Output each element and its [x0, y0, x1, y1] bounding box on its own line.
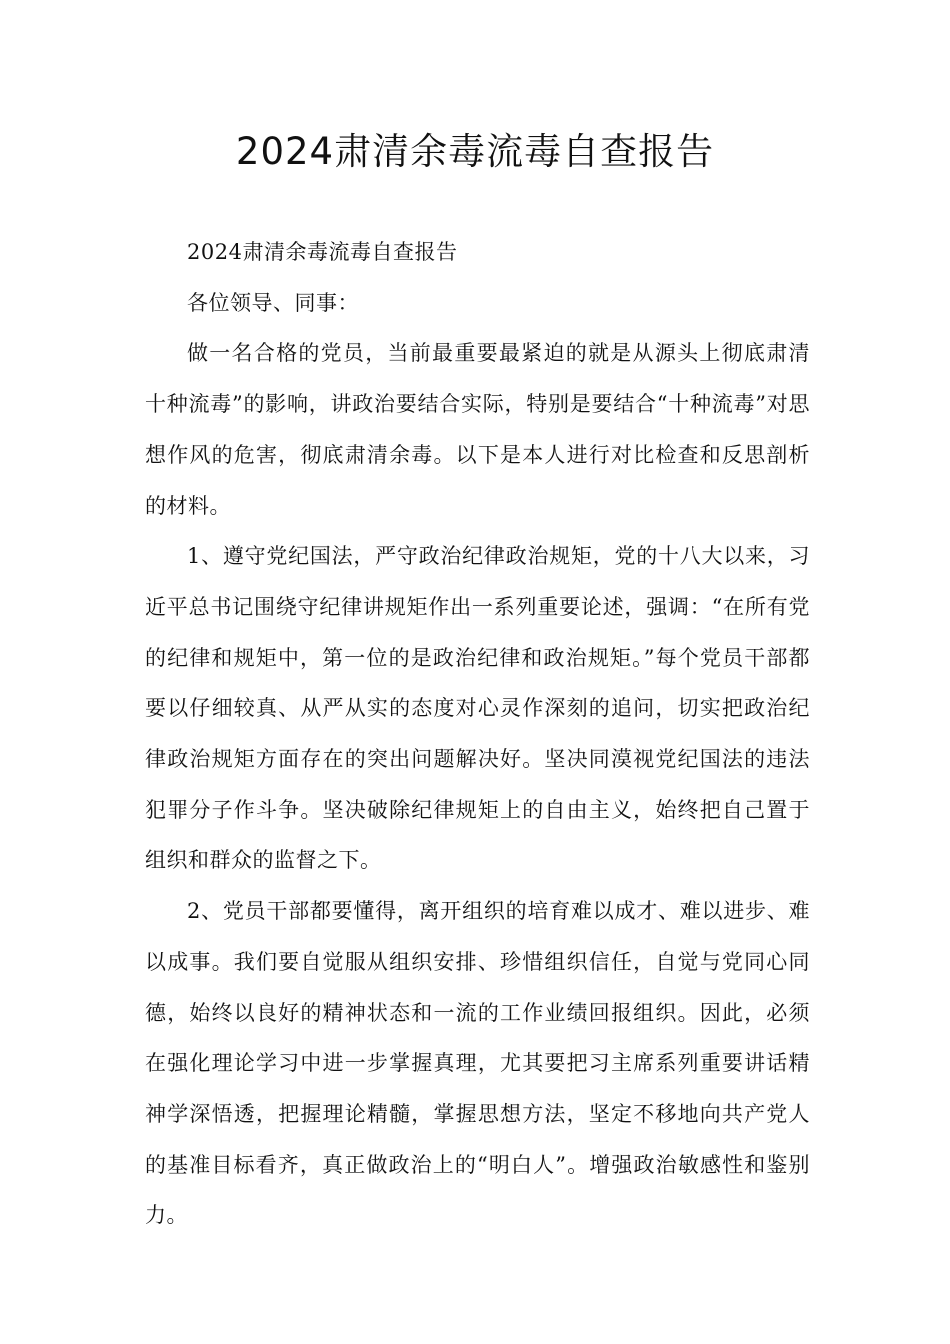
paragraph-point-1: 1、遵守党纪国法，严守政治纪律政治规矩，党的十八大以来，习近平总书记围绕守纪律讲规矩作出一系列重要论述，强调：“在所有党的纪律和规矩中，第一位的是政治纪律和政治规矩。”每个党员干部都要以仔细较真、从严从实的态度对心灵作深刻的追问，切实把政治纪律政治规矩方面存在的突出问题解决好。坚决同漠视党纪国法的违法犯罪分子作斗争。坚决破除纪律规矩上的自由主义，始终把自己置于组织和群众的监督之下。	[145, 544, 810, 873]
document-subtitle: 2024肃清余毒流毒自查报告	[187, 240, 458, 264]
document-body	[145, 227, 810, 1241]
document-title: 2024肃清余毒流毒自查报告	[235, 130, 715, 173]
salutation: 各位领导、同事：	[187, 290, 359, 315]
paragraph-intro: 做一名合格的党员，当前最重要最紧迫的就是从源头上彻底肃清十种流毒”的影响，讲政治要结合实际，特别是要结合“十种流毒”对思想作风的危害，彻底肃清余毒。以下是本人进行对比检查和反思剖析的材料。	[145, 341, 810, 518]
paragraph-point-2: 2、党员干部都要懂得，离开组织的培育难以成才、难以进步、难以成事。我们要自觉服从组织安排、珍惜组织信任，自觉与党同心同德，始终以良好的精神状态和一流的工作业绩回报组织。因此，必须在强化理论学习中进一步掌握真理，尤其要把习主席系列重要讲话精神学深悟透，把握理论精髓，掌握思想方法，坚定不移地向共产党人的基准目标看齐，真正做政治上的“明白人”。增强政治敏感性和鉴别力。	[145, 899, 810, 1228]
